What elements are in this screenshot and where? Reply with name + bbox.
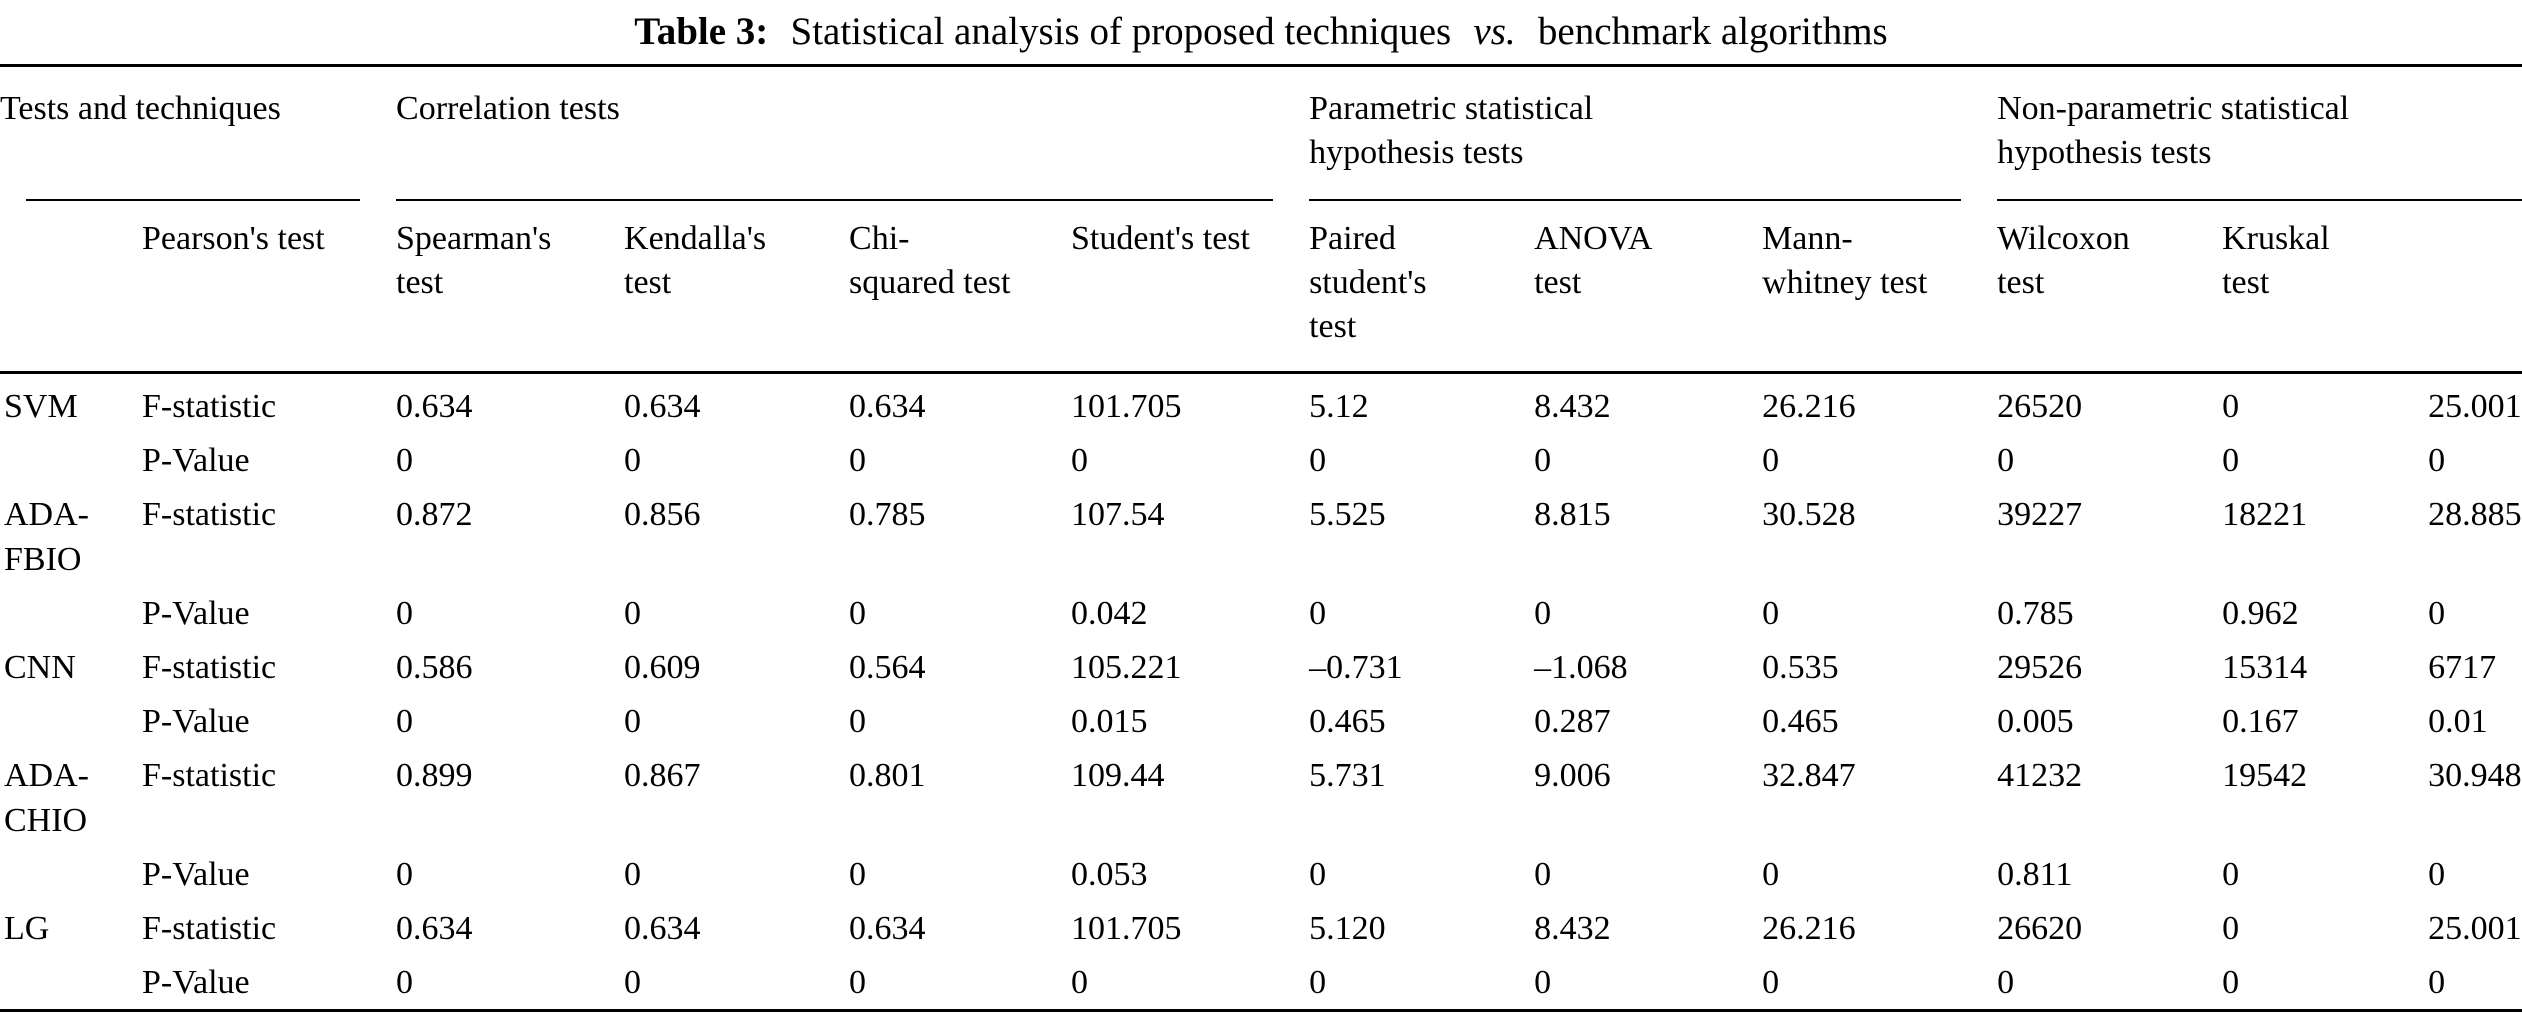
value-cell: 109.44 — [1071, 757, 1165, 794]
group-header-label: Parametric statistical hypothesis tests — [1309, 90, 1594, 171]
value-cell: 0.634 — [624, 910, 701, 947]
value-cell: 15314 — [2222, 649, 2308, 686]
value-cell: 0.872 — [396, 496, 473, 533]
value-cell: 0 — [1309, 856, 1327, 893]
group-header-label: Tests and techniques — [0, 90, 281, 127]
statistic-label-cell: P-Value — [142, 856, 250, 893]
value-cell: 101.705 — [1071, 388, 1182, 425]
group-header-label: Non-parametric statistical hypothesis tests — [1997, 90, 2350, 171]
value-cell: 26.216 — [1762, 910, 1856, 947]
value-cell: 0 — [1534, 595, 1552, 632]
value-cell: 0.015 — [1071, 703, 1148, 740]
value-cell: 0 — [1534, 442, 1552, 479]
value-cell: 0.053 — [1071, 856, 1148, 893]
table-row — [0, 694, 2522, 748]
value-cell: 0 — [396, 595, 414, 632]
technique-cell — [0, 694, 142, 748]
value-cell: 0 — [624, 703, 642, 740]
value-cell: 8.432 — [1534, 910, 1611, 947]
value-cell: 0 — [624, 595, 642, 632]
value-cell: 0 — [2428, 964, 2446, 1001]
value-cell: 30.528 — [1762, 496, 1856, 533]
value-cell: 0 — [1071, 442, 1089, 479]
value-cell: 18221 — [2222, 496, 2308, 533]
table-row — [0, 901, 2522, 955]
statistic-label-cell: F-statistic — [142, 757, 277, 794]
value-cell: 0.801 — [849, 757, 926, 794]
value-cell: 0.962 — [2222, 595, 2299, 632]
value-cell: 0.287 — [1534, 703, 1611, 740]
table-row — [0, 373, 2522, 434]
value-cell: 0.634 — [849, 388, 926, 425]
value-cell: 0 — [1534, 856, 1552, 893]
table-row — [0, 847, 2522, 901]
group-header-tests-and-techniques — [0, 66, 396, 202]
value-cell: –1.068 — [1534, 649, 1628, 686]
value-cell: 26520 — [1997, 388, 2083, 425]
value-cell: 0 — [1309, 964, 1327, 1001]
group-header-correlation-tests — [396, 66, 1309, 202]
column-header-chi-squared-test: Chi-squared test — [849, 201, 1071, 373]
value-cell: 0 — [1997, 442, 2015, 479]
value-cell: 0.042 — [1071, 595, 1148, 632]
value-cell: 0 — [396, 703, 414, 740]
value-cell: 0.811 — [1997, 856, 2073, 893]
column-header-paired-students-test: Paired student's test — [1309, 201, 1534, 373]
statistic-label-cell: P-Value — [142, 703, 250, 740]
technique-cell: ADA-FBIO — [4, 496, 89, 578]
value-cell: 6717 — [2428, 649, 2497, 686]
value-cell: 0 — [1762, 856, 1780, 893]
value-cell: 0 — [2222, 856, 2240, 893]
statistic-label-cell: F-statistic — [142, 496, 277, 533]
value-cell: 0 — [1309, 442, 1327, 479]
value-cell: 0.465 — [1762, 703, 1839, 740]
value-cell: 0.634 — [396, 388, 473, 425]
value-cell: 0 — [624, 442, 642, 479]
value-cell: 0.005 — [1997, 703, 2074, 740]
value-cell: 0 — [1762, 442, 1780, 479]
value-cell: 0 — [1071, 964, 1089, 1001]
value-cell: 0 — [624, 964, 642, 1001]
table-row — [0, 955, 2522, 1011]
technique-cell: SVM — [4, 388, 78, 425]
column-header-kendallas-test: Kendalla's test — [624, 201, 849, 373]
table-row — [0, 586, 2522, 640]
value-cell: 25.001 — [2428, 388, 2522, 425]
value-cell: 0.564 — [849, 649, 926, 686]
value-cell: 5.525 — [1309, 496, 1386, 533]
value-cell: 41232 — [1997, 757, 2083, 794]
statistic-label-cell: F-statistic — [142, 910, 277, 947]
table-row — [0, 433, 2522, 487]
value-cell: 0.634 — [396, 910, 473, 947]
table-caption-vs: vs. — [1473, 10, 1516, 53]
group-underline — [26, 199, 360, 201]
value-cell: 0 — [396, 442, 414, 479]
value-cell: 0 — [849, 442, 867, 479]
value-cell: 0 — [2222, 388, 2240, 425]
technique-cell — [0, 433, 142, 487]
group-header-parametric-tests — [1309, 66, 1997, 202]
value-cell: 29526 — [1997, 649, 2083, 686]
value-cell: 0 — [1762, 964, 1780, 1001]
value-cell: 0 — [2222, 442, 2240, 479]
value-cell: 0 — [849, 595, 867, 632]
value-cell: 105.221 — [1071, 649, 1182, 686]
table-body — [0, 373, 2522, 1011]
value-cell: 0.867 — [624, 757, 701, 794]
column-header-wilcoxon-test: Wilcoxon test — [1997, 201, 2222, 373]
value-cell: 0 — [2222, 910, 2240, 947]
group-underline — [1309, 199, 1961, 201]
value-cell: 26620 — [1997, 910, 2083, 947]
value-cell: 0 — [849, 964, 867, 1001]
value-cell: 9.006 — [1534, 757, 1611, 794]
statistic-label-cell: P-Value — [142, 595, 250, 632]
value-cell: 0 — [396, 964, 414, 1001]
group-underline — [1997, 199, 2522, 201]
column-header-empty — [2428, 201, 2522, 373]
value-cell: 28.885 — [2428, 496, 2522, 533]
value-cell: 0 — [1534, 964, 1552, 1001]
value-cell: 0.01 — [2428, 703, 2488, 740]
column-header-pearsons-test: Pearson's test — [142, 201, 396, 373]
value-cell: 25.001 — [2428, 910, 2522, 947]
column-header-students-test: Student's test — [1071, 201, 1309, 373]
value-cell: 0.785 — [849, 496, 926, 533]
value-cell: 30.948 — [2428, 757, 2522, 794]
statistic-label-cell: P-Value — [142, 964, 250, 1001]
value-cell: 5.120 — [1309, 910, 1386, 947]
value-cell: –0.731 — [1309, 649, 1403, 686]
table-caption-number: Table 3: — [634, 10, 769, 53]
value-cell: 32.847 — [1762, 757, 1856, 794]
value-cell: 0 — [396, 856, 414, 893]
value-cell: 101.705 — [1071, 910, 1182, 947]
technique-cell — [0, 586, 142, 640]
value-cell: 0.785 — [1997, 595, 2074, 632]
value-cell: 0.586 — [396, 649, 473, 686]
column-header-kruskal-test: Kruskal test — [2222, 201, 2428, 373]
value-cell: 0 — [1997, 964, 2015, 1001]
statistic-label-cell: F-statistic — [142, 649, 277, 686]
value-cell: 0.634 — [849, 910, 926, 947]
value-cell: 0.609 — [624, 649, 701, 686]
value-cell: 26.216 — [1762, 388, 1856, 425]
statistic-label-cell: P-Value — [142, 442, 250, 479]
value-cell: 0.465 — [1309, 703, 1386, 740]
table-caption-text: Statistical analysis of proposed techniques — [790, 10, 1452, 53]
technique-cell — [0, 847, 142, 901]
value-cell: 107.54 — [1071, 496, 1165, 533]
group-header-nonparametric-tests — [1997, 66, 2522, 202]
value-cell: 0.535 — [1762, 649, 1839, 686]
column-header-empty — [0, 201, 142, 373]
value-cell: 8.432 — [1534, 388, 1611, 425]
technique-cell — [0, 955, 142, 1011]
value-cell: 0.856 — [624, 496, 701, 533]
value-cell: 5.731 — [1309, 757, 1386, 794]
column-header-anova-test: ANOVA test — [1534, 201, 1762, 373]
column-header-row — [0, 201, 2522, 373]
value-cell: 0 — [2428, 856, 2446, 893]
value-cell: 8.815 — [1534, 496, 1611, 533]
table-caption-text-end: benchmark algorithms — [1537, 10, 1888, 53]
value-cell: 0.167 — [2222, 703, 2299, 740]
column-header-spearmans-test: Spearman's test — [396, 201, 624, 373]
value-cell: 0.634 — [624, 388, 701, 425]
value-cell: 0 — [624, 856, 642, 893]
technique-cell: ADA-CHIO — [4, 757, 89, 839]
value-cell: 39227 — [1997, 496, 2083, 533]
technique-cell: LG — [4, 910, 50, 947]
group-header-label: Correlation tests — [396, 90, 620, 127]
value-cell: 0 — [1309, 595, 1327, 632]
column-header-mann-whitney-test: Mann-whitney test — [1762, 201, 1997, 373]
value-cell: 0 — [2428, 442, 2446, 479]
value-cell: 0 — [2428, 595, 2446, 632]
value-cell: 19542 — [2222, 757, 2308, 794]
technique-cell: CNN — [4, 649, 76, 686]
table-row — [0, 640, 2522, 694]
statistics-table — [0, 64, 2522, 1012]
group-header-row — [0, 66, 2522, 202]
table-caption — [0, 0, 2522, 64]
table-row — [0, 487, 2522, 586]
value-cell: 0.899 — [396, 757, 473, 794]
group-underline — [396, 199, 1273, 201]
value-cell: 0 — [1762, 595, 1780, 632]
value-cell: 0 — [2222, 964, 2240, 1001]
value-cell: 5.12 — [1309, 388, 1369, 425]
value-cell: 0 — [849, 856, 867, 893]
table-row — [0, 748, 2522, 847]
value-cell: 0 — [849, 703, 867, 740]
statistic-label-cell: F-statistic — [142, 388, 277, 425]
